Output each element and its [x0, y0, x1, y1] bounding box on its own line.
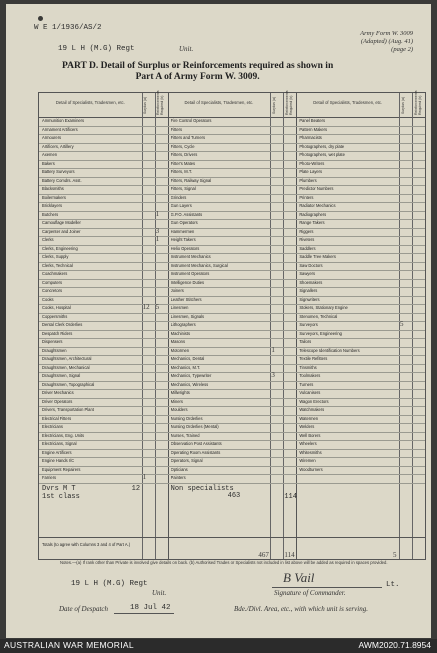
specialist-label: Linesmen, Signals	[170, 313, 205, 319]
specialist-label: Engine Artificers	[42, 449, 72, 455]
specialist-label: Draughtsmen, Signal	[42, 373, 81, 378]
specialist-label: Mechanics, Typewriter	[170, 373, 212, 378]
specialist-label: Draughtsmen	[42, 347, 67, 353]
specialist-label: Lithographers	[170, 322, 196, 327]
specialist-label: Cooks, Hospital	[42, 305, 71, 310]
specialist-label: Shoemakers	[299, 279, 323, 285]
extra-entry-nonspecialists: Non specialists	[170, 484, 234, 493]
totals-surplus: 467	[258, 551, 269, 559]
specialist-label: Printers	[299, 194, 314, 200]
specialist-label: Fitters, Signal	[170, 186, 196, 191]
specialist-label: Painters	[170, 475, 186, 480]
form-reference	[360, 30, 413, 55]
specialist-label: Joiners	[170, 288, 184, 293]
specialist-label: Boilermakers	[42, 194, 66, 200]
specialist-label: Armourers	[42, 135, 62, 140]
specialist-label: Mechanics, Dental	[170, 356, 205, 361]
specialist-label: Clerks, Technical	[42, 262, 73, 268]
specialist-label: Gun Operators	[170, 220, 198, 225]
specialist-label: Nursing Orderlies (Mental)	[170, 424, 219, 429]
specialist-label: Fitters, M.T.	[170, 169, 193, 174]
specialist-label: Signwriters	[299, 296, 320, 302]
specialist-label: Intelligence Duties	[170, 279, 205, 285]
specialist-label: Riggers	[299, 228, 314, 234]
specialist-label: Electricians	[42, 424, 63, 429]
specialist-label: Clerks	[42, 237, 54, 242]
specialist-label: Whitesmiths	[299, 449, 322, 455]
specialist-label: Mechanics, M.T.	[170, 364, 201, 370]
specialist-label: Machinists	[170, 330, 190, 336]
handwritten-count: 1	[155, 209, 160, 218]
specialist-label: Artificers, Artillery	[42, 143, 74, 149]
despatch-label: Date of Despatch	[59, 605, 108, 613]
totals-row	[39, 537, 425, 560]
specialist-label: Plate Layers	[299, 169, 323, 174]
notes: Notes.—(a) If rank other than Private is involved give details on back. (b) Authorised Trades or Specialists not included in list above will be added as required in spaces provided.	[60, 560, 388, 565]
specialist-label: Photo-Writers	[299, 160, 325, 166]
header-surplus-label: Surplus (a)	[143, 96, 148, 114]
specialist-label: Driver Mechanics	[42, 390, 74, 395]
specialist-label: Predictor Numbers	[299, 186, 334, 191]
extra-entry-class: 1st class	[42, 492, 80, 501]
specialist-label: Masons	[170, 339, 185, 344]
specialist-label: Farriers	[42, 475, 57, 480]
extra-entry-nonspecialists-count: 463	[227, 491, 241, 500]
specialist-label: Battery Comdrs. Asst.	[42, 177, 82, 183]
specialist-label: Fitters	[170, 126, 183, 132]
form-reference-line: Army Form W. 3009	[360, 30, 413, 37]
specialist-label: Range Takers	[299, 220, 325, 225]
commander-rank: Lt.	[386, 581, 400, 589]
specialist-label: Drivers, Transportation Plant	[42, 407, 94, 412]
specialist-label: Radiographers	[299, 211, 327, 217]
header-surplus-label: Surplus (a)	[271, 96, 276, 114]
handwritten-count: 1	[271, 345, 275, 354]
specialist-label: Photographers, wet plate	[299, 152, 345, 157]
specialist-label: Welders	[299, 424, 315, 429]
unit-label-footer: Unit.	[152, 589, 167, 597]
specialist-label: Millwrights	[170, 390, 190, 395]
specialist-label: Bakers	[42, 160, 55, 166]
specialist-label: Watchmakers	[299, 407, 325, 412]
specialist-label: Fitters, Cycle	[170, 143, 195, 149]
specialist-label: Coachmakers	[42, 271, 68, 276]
despatch-line	[114, 613, 174, 614]
specialist-label: Woodturners	[299, 466, 323, 472]
specialist-label: Pharmacists	[299, 135, 322, 140]
form-sheet	[6, 4, 431, 638]
specialist-label: Riveters	[299, 237, 315, 242]
specialist-label: Engine Hands I/C	[42, 458, 75, 463]
specialist-label: Driver Operators	[42, 398, 73, 404]
unit-name: 19 L H (M.G) Regt	[58, 45, 135, 53]
specialist-label: Cooks	[42, 296, 54, 302]
specialist-label: Panel Beaters	[299, 118, 326, 123]
specialist-label: Despatch Riders	[42, 330, 73, 336]
specialists-table	[38, 92, 426, 560]
specialist-label: Instrument Mechanics	[170, 254, 211, 259]
brigade-label: Bde./Divl. Area, etc., with which unit is serving.	[234, 605, 368, 613]
extra-entry-drivers: Dvrs M T	[42, 484, 76, 493]
specialist-label: Draughtsmen, Topographical	[42, 381, 95, 387]
specialist-label: Armament Artificers	[42, 126, 78, 132]
handwritten-count: 3	[155, 226, 160, 235]
specialist-label: Butchers	[42, 211, 59, 217]
specialist-label: Vulcanisers	[299, 390, 321, 395]
specialist-label: Axemen	[42, 152, 58, 157]
specialist-label: Stokers, Stationary Engine	[299, 305, 348, 310]
specialist-label: Electricians, Eng. Units	[42, 432, 85, 438]
specialist-label: Linesmen	[170, 305, 189, 310]
specialist-label: Clerks, Engineering	[42, 245, 78, 251]
specialist-label: Tailors	[299, 339, 312, 344]
specialist-label: Draughtsmen, Mechanical	[42, 364, 90, 370]
specialist-label: Camouflage Modeller	[42, 220, 81, 225]
specialist-label: Plumbers	[299, 177, 317, 183]
form-reference-line: (Adapted) (Aug. 41)	[360, 38, 413, 46]
specialist-label: Saddlers	[299, 245, 316, 251]
specialist-label: G.P.O. Assistants	[170, 211, 203, 217]
extra-entry-drivers-count: 12	[131, 484, 141, 493]
specialist-label: Photographers, dry plate	[299, 143, 345, 149]
part-title	[62, 61, 333, 83]
specialist-label: Well Borers	[299, 432, 321, 438]
unit-name-footer: 19 L H (M.G) Regt	[71, 580, 148, 588]
specialist-label: Opticians	[170, 466, 188, 472]
specialist-label: Moulders	[170, 407, 188, 412]
specialist-label: Nurses, Trained	[170, 432, 200, 438]
signature-label: Signature of Commander.	[274, 589, 346, 597]
archive-footer-bar	[0, 639, 437, 653]
handwritten-count: 5	[155, 303, 160, 311]
specialist-label: Pattern Makers	[299, 126, 328, 132]
header-surplus-label: Surplus (a)	[400, 96, 405, 114]
handwritten-count: 5	[400, 320, 404, 328]
signature-line	[272, 587, 382, 588]
specialist-label: Concretors	[42, 288, 63, 293]
specialist-label: Height Takers	[170, 237, 196, 242]
table-header-band	[39, 90, 425, 118]
specialist-label: Fitters, Railway Signal	[170, 177, 212, 183]
specialist-label: Draughtsmen, Architectural	[42, 356, 92, 361]
specialist-label: Clerks, Supply	[42, 254, 69, 259]
specialist-label: Computers	[42, 279, 63, 285]
header-required-label: Reinforcements Required (b)	[413, 90, 422, 115]
header-detail-label: Detail of Specialists, Tradesmen, etc.	[55, 100, 125, 105]
specialist-label: Hammermen	[170, 228, 195, 234]
archive-id: AWM2020.71.8954	[358, 640, 431, 650]
specialist-label: Helio Operators	[170, 245, 200, 251]
specialist-label: Wagon Erectors	[299, 398, 329, 404]
specialist-label: Operating Room Assistants	[170, 449, 221, 455]
specialist-label: Dispensers	[42, 339, 63, 344]
specialist-label: Electrical Fitters	[42, 415, 72, 421]
specialist-label: Surveyors	[299, 322, 318, 327]
header-required-label: Reinforcements Required (b)	[156, 90, 165, 115]
specialist-label: Instrument Operators	[170, 271, 210, 276]
specialist-label: Tinsmiths	[299, 364, 317, 370]
archive-name: AUSTRALIAN WAR MEMORIAL	[4, 640, 134, 650]
despatch-date: 18 Jul 42	[130, 604, 171, 612]
punch-hole	[38, 16, 43, 21]
specialist-label: Carpenter and Joiner	[42, 228, 81, 234]
commander-signature: B Vail	[283, 570, 315, 585]
specialist-label: Mechanics, Wireless	[170, 381, 209, 387]
header-detail-label: Detail of Specialists, Tradesmen, etc.	[184, 100, 254, 105]
totals-required: 114	[284, 551, 295, 559]
specialist-label: Observation Post Assistants	[170, 441, 222, 446]
specialist-label: Bricklayers	[42, 203, 63, 208]
specialist-label: Saddle Tree Makers	[299, 254, 336, 259]
specialist-label: Operators, Signal	[170, 458, 203, 463]
specialist-label: Sawyers	[299, 271, 316, 276]
specialist-label: Miners	[170, 398, 183, 404]
specialist-label: Fitter's Mates	[170, 160, 196, 166]
header-required-label: Reinforcements Required (b)	[284, 90, 293, 115]
specialist-label: Watermen	[299, 415, 319, 421]
specialist-label: Equipment Repairers	[42, 466, 81, 472]
specialist-label: Dental Clerk Orderlies	[42, 322, 83, 327]
specialist-label: Textile Refitters	[299, 356, 328, 361]
specialist-label: Signallers	[299, 288, 318, 293]
specialist-label: Grinders	[170, 194, 187, 200]
specialist-label: Wheelers	[299, 441, 317, 446]
handwritten-count: 12	[142, 303, 150, 311]
specialist-label: Fitters and Turners	[170, 135, 206, 140]
specialist-label: Electricians, Signal	[42, 441, 77, 446]
specialist-label: Nursing Orderlies	[170, 415, 203, 421]
form-reference-line: (page 2)	[391, 46, 413, 54]
specialist-label: Fire Control Operators	[170, 118, 212, 123]
specialist-label: Blacksmiths	[42, 186, 64, 191]
extra-entry-required-count: 114	[284, 492, 297, 501]
totals-label: Totals (to agree with Columns 3 and 4 of Part A.)	[42, 542, 131, 547]
specialist-label: Gun Layers	[170, 203, 192, 208]
reference-number: W E 1/1936/AS/2	[34, 24, 102, 32]
specialist-label: Radiator Mechanics	[299, 203, 336, 208]
specialist-label: Wiremen	[299, 458, 316, 463]
specialist-label: Coppersmiths	[42, 313, 68, 319]
handwritten-count: 1	[142, 473, 147, 481]
specialist-label: Instrument Mechanics, Surgical	[170, 262, 228, 268]
part-title-line: Part A of Army Form W. 3009.	[135, 72, 260, 82]
specialist-label: Motormen	[170, 347, 190, 353]
specialist-label: Surveyors, Engineering	[299, 330, 342, 336]
specialist-label: Toolmakers	[299, 373, 321, 378]
handwritten-count: 1	[155, 235, 160, 243]
specialist-label: Stenomen, Technical	[299, 313, 338, 319]
specialist-label: Telescope Identification Numbers	[299, 347, 360, 353]
totals-right: 5	[393, 551, 397, 559]
specialist-label: Leather Stitchers	[170, 296, 202, 302]
specialist-label: Fitters, Drivers	[170, 152, 198, 157]
specialist-label: Saw Doctors	[299, 262, 323, 268]
specialist-label: Turners	[299, 381, 314, 387]
unit-label: Unit.	[179, 45, 194, 53]
handwritten-count: 3	[271, 371, 275, 379]
part-title-line: PART D. Detail of Surplus or Reinforcements required as shown in	[62, 61, 334, 71]
specialist-label: Ammunition Examiners	[42, 118, 85, 123]
specialist-label: Battery Surveyors	[42, 169, 75, 174]
header-detail-label: Detail of Specialists, Tradesmen, etc.	[313, 100, 383, 105]
